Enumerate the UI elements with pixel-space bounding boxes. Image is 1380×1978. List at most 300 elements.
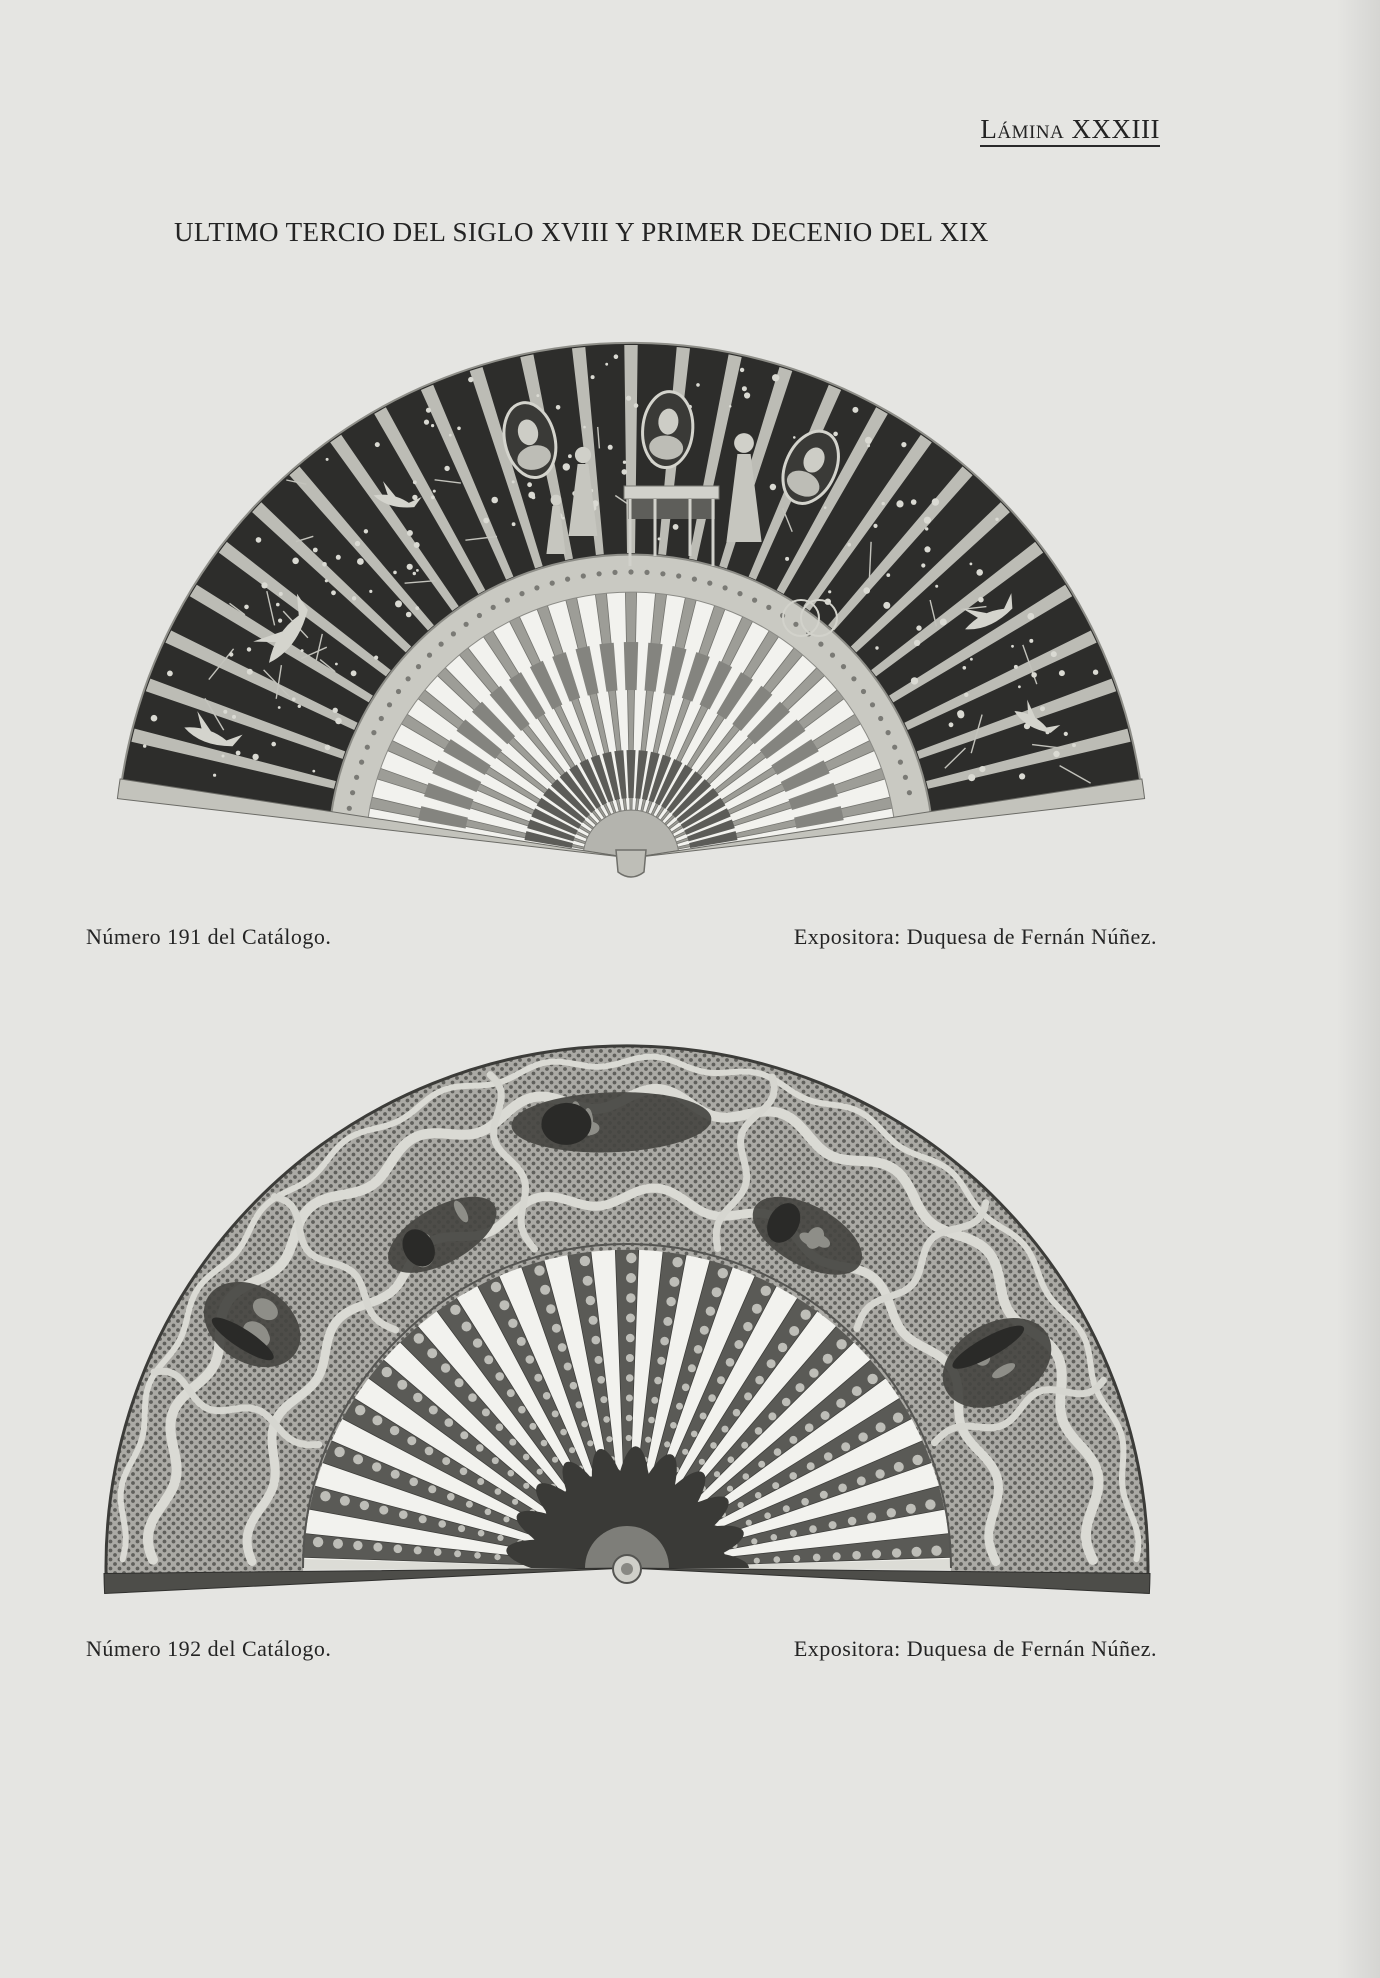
stick-ornament: [833, 1552, 841, 1560]
stick-ornament: [722, 1426, 729, 1433]
stick-ornament: [496, 1423, 504, 1431]
stick-ornament: [767, 1359, 776, 1368]
border-stud: [907, 790, 912, 795]
stick-ornament: [537, 1469, 543, 1475]
stick-ornament: [373, 1543, 382, 1552]
stick-ornament: [482, 1408, 490, 1416]
stick-ornament: [494, 1554, 500, 1560]
flower-dot: [276, 603, 280, 607]
stick-ornament: [391, 1470, 400, 1479]
flower-dot: [1018, 685, 1021, 688]
stick-ornament: [320, 1491, 330, 1501]
flower-dot: [583, 426, 586, 429]
stick-ornament: [838, 1484, 847, 1493]
flower-dot: [568, 454, 572, 458]
stick-ornament: [429, 1406, 438, 1415]
stick-ornament: [820, 1491, 828, 1499]
stick-ornament: [478, 1530, 485, 1537]
stick-ornament: [768, 1412, 776, 1420]
flower-dot: [252, 754, 258, 760]
border-stud: [427, 653, 432, 658]
border-stud: [766, 605, 771, 610]
stick-ornament: [476, 1444, 484, 1452]
stick-ornament: [355, 1405, 365, 1415]
flower-dot: [964, 693, 968, 697]
stick-ornament: [708, 1394, 716, 1402]
stick-ornament: [894, 1462, 904, 1472]
flower-dot: [658, 537, 661, 540]
stick-ornament: [774, 1448, 782, 1456]
stick-ornament: [867, 1512, 876, 1521]
stick-ornament: [793, 1555, 800, 1562]
stick-ornament: [560, 1429, 567, 1436]
flower-dot: [374, 656, 378, 660]
flower-dot: [847, 543, 851, 547]
stick-ornament: [442, 1457, 450, 1465]
stick-ornament: [717, 1376, 725, 1384]
flower-dot: [772, 374, 779, 381]
stick-ornament: [829, 1521, 837, 1529]
flower-dot: [916, 625, 921, 630]
stick-ornament: [789, 1472, 797, 1480]
flower-dot: [1019, 773, 1025, 779]
fan-192-illustration: [104, 1046, 1150, 1594]
flower-dot: [532, 496, 536, 500]
stick-ornament: [694, 1345, 703, 1354]
stick-ornament: [379, 1506, 388, 1515]
flower-dot: [223, 710, 227, 714]
flower-dot: [247, 669, 253, 675]
flower-dot: [333, 708, 338, 713]
flower-dot: [970, 658, 973, 661]
flower-dot: [867, 444, 870, 447]
stick-ornament: [654, 1377, 662, 1385]
stick-ornament: [728, 1456, 735, 1463]
stick-ornament: [414, 1333, 424, 1343]
stick-ornament: [407, 1436, 416, 1445]
stick-ornament: [595, 1356, 603, 1364]
stick-ornament: [592, 1336, 601, 1345]
flower-dot: [556, 405, 561, 410]
border-stud: [692, 577, 697, 582]
border-stud: [371, 730, 376, 735]
stick-ornament: [789, 1326, 799, 1336]
flower-dot: [426, 408, 431, 413]
stick-ornament: [796, 1383, 805, 1392]
border-stud: [396, 689, 401, 694]
flower-dot: [292, 697, 296, 701]
border-stud: [464, 622, 469, 627]
stick-ornament: [754, 1558, 760, 1564]
stick-ornament: [484, 1355, 493, 1364]
flower-dot: [562, 517, 565, 520]
flower-dot: [483, 518, 489, 524]
flower-dot: [393, 571, 397, 575]
flower-dot: [431, 496, 435, 500]
flower-dot: [863, 587, 870, 594]
stick-ornament: [580, 1256, 590, 1266]
flower-dot: [911, 677, 918, 684]
stick-ornament: [867, 1374, 877, 1384]
stick-ornament: [852, 1386, 862, 1396]
table-top: [624, 486, 719, 499]
stick-carving: [624, 642, 638, 690]
border-stud: [886, 730, 891, 735]
stick-ornament: [468, 1393, 477, 1402]
border-stud: [878, 716, 883, 721]
flower-dot: [167, 671, 173, 677]
stick-ornament: [734, 1340, 743, 1349]
stick-ornament: [626, 1273, 636, 1283]
stick-ornament: [664, 1441, 670, 1447]
flower-dot: [406, 612, 412, 618]
stick-ornament: [887, 1508, 896, 1517]
stick-ornament: [438, 1520, 446, 1528]
stick-ornament: [752, 1304, 762, 1314]
flower-dot: [512, 480, 515, 483]
flower-dot: [415, 606, 419, 610]
stick-ornament: [836, 1399, 845, 1408]
flower-dot: [444, 466, 449, 471]
stick-ornament: [583, 1276, 593, 1286]
flower-dot: [883, 602, 890, 609]
stick-ornament: [497, 1535, 503, 1541]
flower-dot: [247, 647, 251, 651]
stick-ornament: [712, 1287, 722, 1297]
plate-number: Lámina XXXIII: [980, 116, 1160, 147]
flower-dot: [416, 569, 419, 572]
stick-ornament: [858, 1432, 867, 1441]
flower-dot: [901, 442, 906, 447]
plate-title: ULTIMO TERCIO DEL SIGLO XVIII Y PRIMER DECENIO DEL XIX: [174, 217, 989, 247]
flower-dot: [325, 745, 331, 751]
stick-ornament: [755, 1427, 763, 1435]
stick-ornament: [441, 1363, 450, 1372]
flower-dot: [608, 445, 613, 450]
flower-dot: [1093, 670, 1098, 675]
stick-ornament: [353, 1454, 363, 1464]
stick-ornament: [534, 1265, 544, 1275]
flower-dot: [335, 718, 342, 725]
stick-ornament: [597, 1376, 605, 1384]
fan-191-illustration: [117, 343, 1144, 877]
stick-ornament: [807, 1462, 815, 1470]
stick-ornament: [576, 1401, 583, 1408]
flower-dot: [278, 706, 281, 709]
flower-dot: [875, 646, 878, 649]
stick-ornament: [394, 1545, 403, 1554]
stick-ornament: [876, 1422, 886, 1432]
flower-dot: [940, 619, 947, 626]
figure-head: [734, 433, 754, 453]
flower-dot: [995, 518, 998, 521]
stick-ornament: [626, 1253, 636, 1263]
stick-ornament: [434, 1548, 442, 1556]
border-stud: [898, 760, 903, 765]
border-stud: [365, 745, 370, 750]
stick-ornament: [397, 1380, 407, 1390]
flower-dot: [369, 590, 372, 593]
stick-ornament: [382, 1367, 392, 1377]
stick-ornament: [626, 1314, 635, 1323]
flower-dot: [271, 742, 276, 747]
stick-ornament: [682, 1384, 690, 1392]
flower-dot: [449, 434, 452, 437]
stick-ornament: [626, 1415, 633, 1422]
flower-dot: [979, 766, 985, 772]
stick-ornament: [466, 1501, 473, 1508]
border-stud: [660, 571, 665, 576]
flower-dot: [785, 557, 789, 561]
flower-dot: [742, 386, 747, 391]
flower-dot: [740, 368, 744, 372]
flower-dot: [357, 558, 364, 565]
stick-ornament: [857, 1476, 866, 1485]
stick-ornament: [508, 1470, 515, 1477]
flower-dot: [976, 569, 983, 576]
flower-dot: [932, 498, 939, 505]
stick-ornament: [666, 1297, 675, 1306]
flower-dot: [626, 396, 631, 401]
flower-dot: [351, 670, 357, 676]
flower-dot: [312, 770, 315, 773]
stick-ornament: [648, 1417, 655, 1424]
flower-dot: [1064, 732, 1068, 736]
border-stud: [416, 664, 421, 669]
stick-ornament: [541, 1440, 548, 1447]
border-stud: [439, 642, 444, 647]
stick-ornament: [606, 1436, 612, 1442]
stick-ornament: [586, 1296, 595, 1305]
flower-dot: [431, 424, 434, 427]
stick-ornament: [710, 1442, 717, 1449]
stick-ornament: [499, 1300, 509, 1310]
flower-dot: [222, 755, 225, 758]
flower-dot: [414, 542, 420, 548]
stick-ornament: [409, 1478, 418, 1487]
border-stud: [870, 702, 875, 707]
border-stud: [505, 598, 510, 603]
stick-ornament: [428, 1485, 436, 1493]
stick-ornament: [540, 1285, 550, 1295]
stick-ornament: [626, 1334, 635, 1343]
flower-dot: [949, 722, 954, 727]
flower-dot: [375, 442, 380, 447]
flower-dot: [407, 530, 413, 536]
stick-ornament: [706, 1307, 715, 1316]
pivot-rivet-center: [621, 1563, 633, 1575]
flower-dot: [921, 563, 925, 567]
figure-2-exhibitor: Expositora: Duquesa de Fernán Núñez.: [793, 1636, 1157, 1661]
border-stud: [752, 598, 757, 603]
stick-ornament: [821, 1411, 830, 1420]
flower-dot: [313, 548, 318, 553]
stick-ornament: [543, 1392, 551, 1400]
flower-dot: [968, 774, 975, 781]
stick-ornament: [360, 1501, 369, 1510]
stick-ornament: [454, 1550, 461, 1557]
border-stud: [818, 642, 823, 647]
figure-head: [575, 447, 591, 463]
table-front: [628, 499, 715, 519]
flower-dot: [673, 524, 679, 530]
stick-ornament: [414, 1546, 422, 1554]
flower-dot: [292, 558, 299, 565]
border-stud: [519, 591, 524, 596]
border-stud: [406, 676, 411, 681]
flower-dot: [1053, 751, 1059, 757]
stick-ornament: [733, 1409, 741, 1417]
stick-ornament: [517, 1337, 526, 1346]
flower-dot: [331, 590, 336, 595]
stick-ornament: [931, 1546, 941, 1556]
stick-ornament: [761, 1286, 771, 1296]
flower-dot: [352, 596, 356, 600]
border-stud: [861, 689, 866, 694]
stick-ornament: [651, 1397, 658, 1404]
stick-ornament: [809, 1525, 817, 1533]
stick-ornament: [778, 1343, 787, 1352]
stick-ornament: [589, 1316, 598, 1325]
flower-dot: [143, 744, 146, 747]
flower-dot: [278, 619, 282, 623]
stick-ornament: [427, 1348, 437, 1358]
stick-ornament: [764, 1512, 771, 1519]
stick-ornament: [875, 1469, 884, 1478]
stick-ornament: [700, 1326, 709, 1335]
flower-dot: [925, 527, 928, 530]
flower-dot: [256, 537, 262, 543]
stick-ornament: [912, 1547, 922, 1557]
flower-dot: [744, 392, 750, 398]
figure-1-exhibitor: Expositora: Duquesa de Fernán Núñez.: [793, 924, 1157, 949]
stick-ornament: [823, 1354, 833, 1364]
stick-ornament: [912, 1455, 922, 1465]
flower-dot: [1031, 672, 1037, 678]
stick-ornament: [626, 1374, 634, 1382]
stick-ornament: [663, 1317, 672, 1326]
flower-dot: [914, 640, 920, 646]
stick-ornament: [772, 1482, 779, 1489]
stick-ornament: [600, 1396, 607, 1403]
stick-ornament: [738, 1502, 744, 1508]
stick-ornament: [836, 1339, 846, 1349]
stick-ornament: [688, 1364, 696, 1372]
stick-ornament: [455, 1378, 464, 1387]
stick-ornament: [657, 1357, 665, 1365]
stick-ornament: [813, 1554, 821, 1562]
stick-ornament: [626, 1395, 633, 1402]
stick-ornament: [718, 1268, 728, 1278]
stick-ornament: [893, 1413, 903, 1423]
stick-ornament: [523, 1483, 529, 1489]
stick-ornament: [413, 1393, 422, 1402]
stick-ornament: [546, 1304, 555, 1313]
stick-ornament: [419, 1515, 427, 1523]
stick-ornament: [523, 1454, 530, 1461]
stick-ornament: [744, 1392, 752, 1400]
border-stud: [793, 622, 798, 627]
border-stud: [737, 591, 742, 596]
flower-dot: [395, 600, 402, 607]
flower-dot: [935, 585, 938, 588]
border-stud: [451, 631, 456, 636]
stick-ornament: [509, 1439, 516, 1446]
stick-ornament: [474, 1552, 481, 1559]
stick-ornament: [809, 1368, 818, 1377]
stick-ornament: [587, 1440, 593, 1446]
flower-dot: [970, 563, 973, 566]
stick-ornament: [783, 1505, 790, 1512]
flower-dot: [1040, 706, 1045, 711]
stick-ornament: [892, 1548, 901, 1557]
flower-dot: [873, 524, 877, 528]
border-stud: [347, 806, 352, 811]
stick-ornament: [682, 1449, 688, 1455]
stick-ornament: [353, 1541, 362, 1550]
flower-dot: [963, 666, 967, 670]
flower-dot: [301, 649, 304, 652]
stick-ornament: [848, 1517, 857, 1526]
flower-dot: [536, 394, 539, 397]
flower-dot: [605, 363, 608, 366]
border-stud: [565, 577, 570, 582]
stick-ornament: [626, 1293, 635, 1302]
stick-ornament: [495, 1372, 504, 1381]
stick-ornament: [805, 1423, 814, 1432]
stick-ornament: [512, 1499, 518, 1505]
stick-ornament: [743, 1322, 752, 1331]
flower-dot: [852, 407, 858, 413]
stick-ornament: [790, 1530, 797, 1537]
border-stud: [387, 702, 392, 707]
flower-dot: [729, 405, 732, 408]
flower-dot: [563, 463, 570, 470]
stick-ornament: [841, 1442, 850, 1451]
stick-ornament: [458, 1525, 465, 1532]
flower-dot: [322, 562, 327, 567]
flower-dot: [325, 579, 328, 582]
border-stud: [851, 676, 856, 681]
stick-ornament: [603, 1416, 610, 1423]
stick-ornament: [714, 1471, 720, 1477]
flower-dot: [865, 437, 872, 444]
flower-dot: [828, 590, 831, 593]
stick-ornament: [507, 1389, 515, 1397]
stick-ornament: [789, 1436, 797, 1444]
flower-dot: [151, 715, 158, 722]
flower-dot: [326, 458, 329, 461]
stick-ornament: [660, 1337, 669, 1346]
stick-ornament: [581, 1421, 588, 1428]
stick-ornament: [758, 1461, 765, 1468]
stick-ornament: [340, 1496, 350, 1506]
stick-ornament: [460, 1468, 468, 1476]
flower-dot: [614, 354, 619, 359]
flower-dot: [261, 582, 267, 588]
stick-ornament: [741, 1442, 748, 1449]
border-stud: [350, 790, 355, 795]
border-stud: [612, 570, 617, 575]
flower-dot: [364, 529, 368, 533]
stick-ornament: [450, 1305, 460, 1315]
flower-dot: [244, 605, 249, 610]
flower-dot: [527, 482, 532, 487]
flower-dot: [213, 774, 216, 777]
flower-dot: [886, 573, 890, 577]
stick-ornament: [390, 1426, 399, 1435]
flower-dot: [957, 710, 964, 717]
